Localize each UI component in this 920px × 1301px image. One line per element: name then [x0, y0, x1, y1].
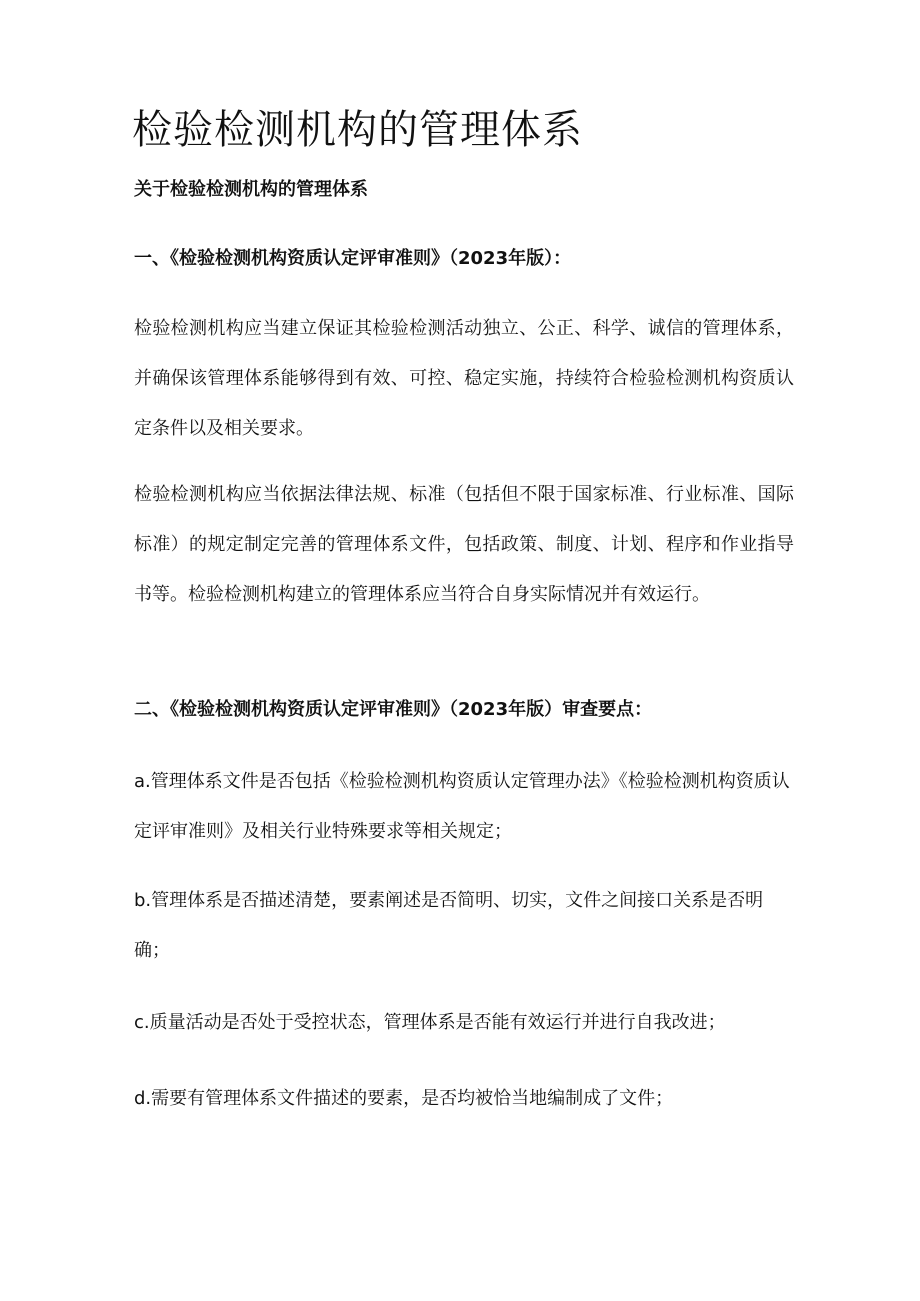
document-subtitle: 关于检验检测机构的管理体系 — [134, 179, 368, 200]
section-1-paragraph-2: 检验检测机构应当依据法律法规、标准（包括但不限于国家标准、行业标准、国际标准）的规定制定完善的管理体系文件，包括政策、制度、计划、程序和作业指导书等。检验检测机构建立的管理体系应当符合自身实际情况并有效运行。 — [134, 484, 794, 605]
review-point-b: b.管理体系是否描述清楚，要素阐述是否简明、切实，文件之间接口关系是否明确； — [134, 890, 764, 961]
review-point-d: d.需要有管理体系文件描述的要素，是否均被恰当地编制成了文件； — [134, 1088, 674, 1109]
review-point-c: c.质量活动是否处于受控状态，管理体系是否能有效运行并进行自我改进； — [134, 1012, 726, 1033]
section-2-heading: 二、《检验检测机构资质认定评审准则》（2023年版）审查要点： — [134, 699, 653, 720]
section-1-heading: 一、《检验检测机构资质认定评审准则》（2023年版）： — [134, 248, 572, 269]
review-point-a: a.管理体系文件是否包括《检验检测机构资质认定管理办法》《检验检测机构资质认定评审准则》及相关行业特殊要求等相关规定； — [134, 771, 790, 842]
section-1-paragraph-1: 检验检测机构应当建立保证其检验检测活动独立、公正、科学、诚信的管理体系，并确保该管理体系能够得到有效、可控、稳定实施，持续符合检验检测机构资质认定条件以及相关要求。 — [134, 318, 794, 439]
page-title: 检验检测机构的管理体系 — [132, 107, 583, 153]
